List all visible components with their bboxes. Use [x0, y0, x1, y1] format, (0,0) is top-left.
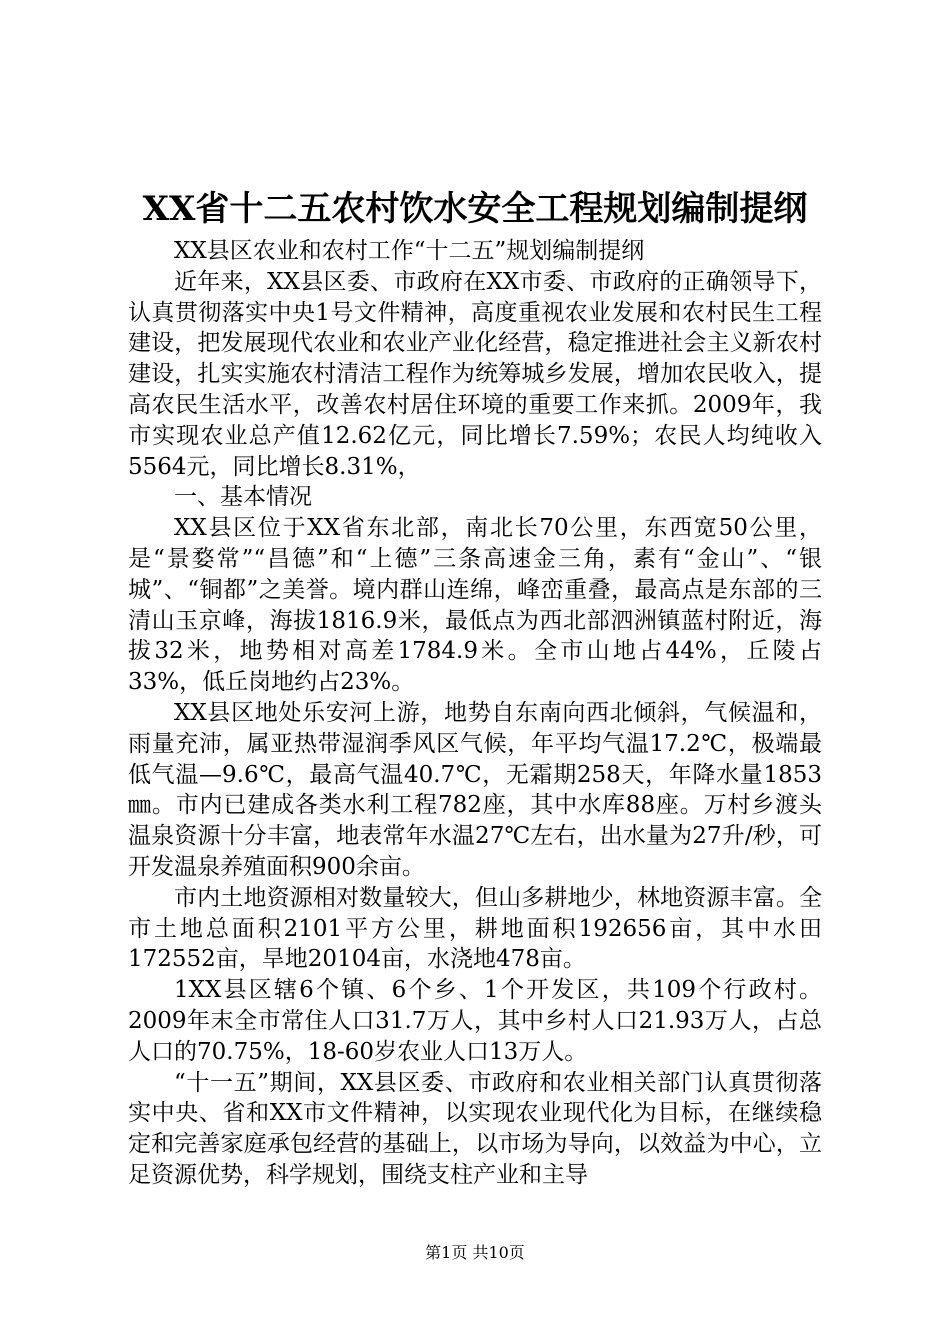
paragraph-population: 1XX县区辖6个镇、6个乡、1个开发区，共109个行政村。2009年末全市常住人口31.7万人，其中乡村人口21.93万人，占总人口的70.75%，18-60岁农业人口13万人。	[128, 977, 822, 1065]
document-body	[128, 236, 822, 1191]
paragraph-land-resources: 市内土地资源相对数量较大，但山多耕地少，林地资源丰富。全市土地总面积2101平方公里，耕地面积192656亩，其中水田172552亩，旱地20104亩，水浇地478亩。	[128, 884, 822, 973]
paragraph-intro: 近年来，XX县区委、市政府在XX市委、市政府的正确领导下，认真贯彻落实中央1号文件精神，高度重视农业发展和农村民生工程建设，把发展现代农业和农业产业化经营，稳定推进社会主义新农村建设，扎实实施农村清洁工程作为统筹城乡发展，增加农民收入，提高农民生活水平，改善农村居住环境的重要工作来抓。2009年，我市实现农业总产值12.62亿元，同比增长7.59%；农民人均纯收入5564元，同比增长8.31%，	[128, 268, 822, 480]
page-footer: 第1页 共10页	[425, 1243, 525, 1262]
paragraph-geography: XX县区位于XX省东北部，南北长70公里，东西宽50公里，是“景婺常”“昌德”和“上德”三条高速金三角，素有“金山”、“银城”、“铜都”之美誉。境内群山连绵，峰峦重叠，最高点是东部的三清山玉京峰，海拔1816.9米，最低点为西北部泗洲镇蓝村附近，海拔32米，地势相对高差1784.9米。全市山地占44%，丘陵占33%，低丘岗地约占23%。	[128, 515, 822, 696]
paragraph-climate: XX县区地处乐安河上游，地势自东南向西北倾斜，气候温和，雨量充沛，属亚热带湿润季风区气候，年平均气温17.2℃，极端最低气温—9.6℃，最高气温40.7℃，无霜期258天，年降水量1853㎜。市内已建成各类水利工程782座，其中水库88座。万村乡渡头温泉资源十分丰富，地表常年水温27℃左右，出水量为27升/秒，可开发温泉养殖面积900余亩。	[128, 699, 822, 880]
section-heading-basic-situation: 一、基本情况	[174, 484, 312, 511]
paragraph-subtitle: XX县区农业和农村工作“十二五”规划编制提纲	[174, 238, 645, 264]
paragraph-eleventh-five-year: “十一五”期间，XX县区委、市政府和农业相关部门认真贯彻落实中央、省和XX市文件精神，以实现农业现代化为目标，在继续稳定和完善家庭承包经营的基础上，以市场为导向，以效益为中心，立足资源优势，科学规划，围绕支柱产业和主导	[128, 1069, 822, 1188]
document-title: XX省十二五农村饮水安全工程规划编制提纲	[142, 189, 808, 229]
